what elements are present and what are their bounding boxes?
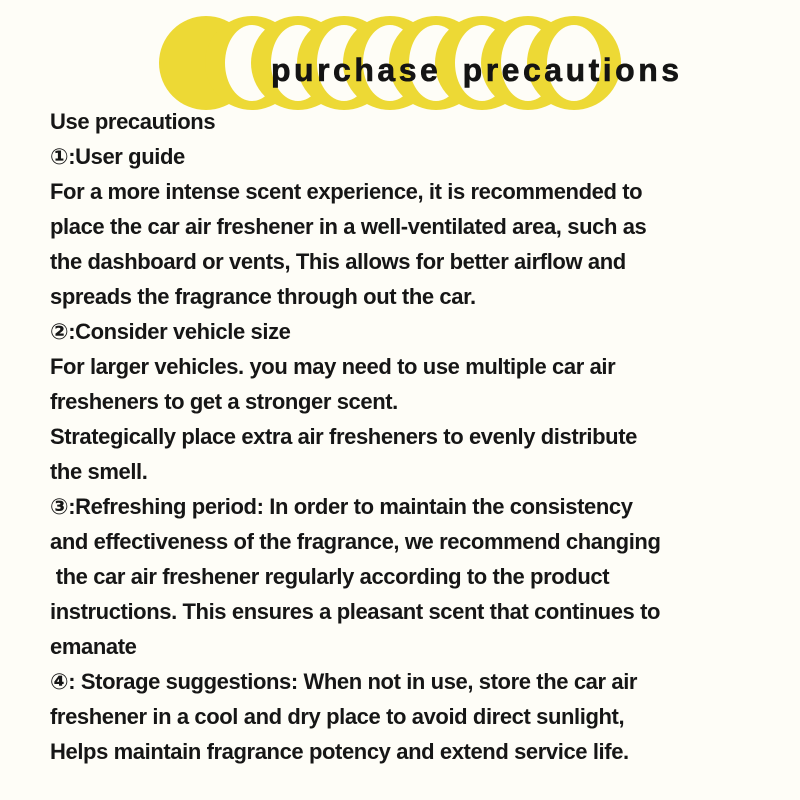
precaution-text-line: ②:Consider vehicle size: [50, 319, 291, 344]
precaution-text-line: and effectiveness of the fragrance, we recommend changing: [50, 529, 661, 554]
precaution-text-line: Helps maintain fragrance potency and extend service life.: [50, 739, 629, 764]
page-title: purchase precautions: [271, 52, 683, 88]
precaution-text-line: spreads the fragrance through out the car.: [50, 284, 476, 309]
precautions-text-block: [50, 104, 765, 769]
precaution-text-line: Strategically place extra air fresheners to evenly distribute: [50, 424, 637, 449]
precaution-text-line: ①:User guide: [50, 144, 185, 169]
precaution-text-line: For larger vehicles. you may need to use multiple car air: [50, 354, 616, 379]
precaution-text-line: instructions. This ensures a pleasant scent that continues to: [50, 599, 661, 624]
precaution-text-line: ④: Storage suggestions: When not in use, store the car air: [50, 669, 638, 694]
precaution-text-line: the smell.: [50, 459, 148, 484]
precaution-text-line: emanate: [50, 634, 137, 659]
precaution-text-line: ③:Refreshing period: In order to maintain the consistency: [50, 494, 633, 519]
precaution-text-line: Use precautions: [50, 109, 216, 134]
precaution-text-line: the car air freshener regularly according to the product: [50, 564, 610, 589]
precaution-text-line: fresheners to get a stronger scent.: [50, 389, 398, 414]
precaution-text-line: the dashboard or vents, This allows for better airflow and: [50, 249, 626, 274]
precaution-text-line: place the car air freshener in a well-ventilated area, such as: [50, 214, 647, 239]
precaution-text-line: For a more intense scent experience, it is recommended to: [50, 179, 643, 204]
precaution-text-line: freshener in a cool and dry place to avoid direct sunlight,: [50, 704, 625, 729]
